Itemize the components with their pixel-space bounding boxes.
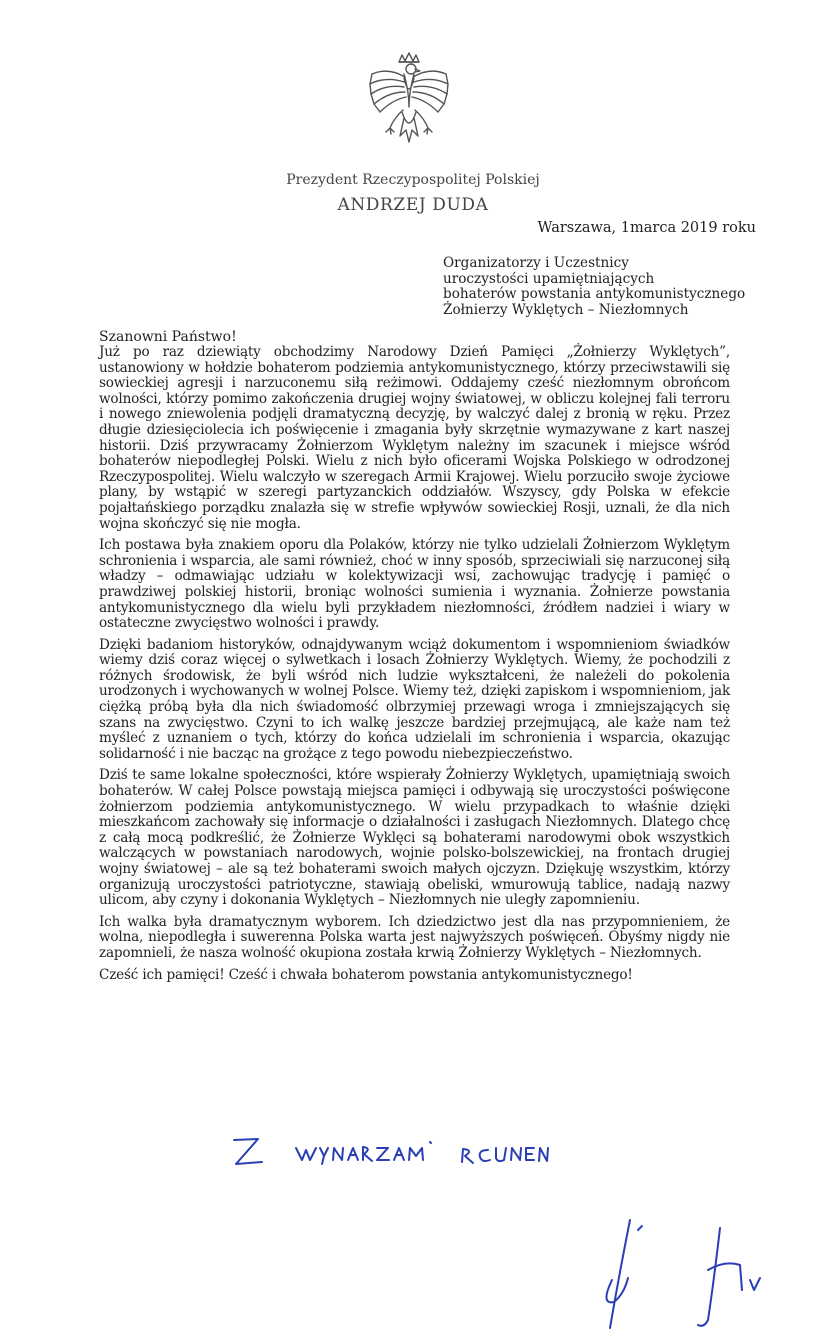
letter-body — [99, 345, 730, 989]
body-paragraph: Już po raz dziewiąty obchodzimy Narodowy Dzień Pamięci „Żołnierzy Wyklętych”, ustanowiony w hołdzie bohaterom podziemia antykomunistycznego, którzy przeciwstawili się sowieckiej agresji i narzuconemu siłą reżimowi. Oddajemy cześć niezłomnym obrońcom wolności, którzy pomimo zakończenia drugiej wojny światowej, w obliczu kolejnej fali terroru i nowego zniewolenia podjęli dramatyczną decyzję, by walczyć dalej z bronią w ręku. Przez długie dziesięciolecia ich poświęcenie i zmagania były skrzętnie wymazywane z kart naszej historii. Dziś przywracamy Żołnierzom Wyklętym należny im szacunek i miejsce wśród bohaterów niepodległej Polski. Wielu z nich było oficerami Wojska Polskiego w odrodzonej Rzeczypospolitej. Wielu walczyło w szeregach Armii Krajowej. Wielu porzuciło swoje życiowe plany, by wstąpić w szeregi partyzanckich oddziałów. Wszyscy, gdy Polska w efekcie pojałtańskiego porządku znalazła się w strefie wpływów sowieckiej Rosji, uznali, że dla nich wojna skończyć się nie mogła. — [99, 344, 730, 532]
body-paragraph: Ich postawa była znakiem oporu dla Polaków, którzy nie tylko udzielali Żołnierzom Wyklętym schronienia i wsparcia, ale sami również, choć w inny sposób, sprzeciwiali się narzuconej siłą władzy – odmawiając udziału w kolektywizacji wsi, zachowując tradycję i pamięć o prawdziwej polskiej historii, broniąc wolności sumienia i wyznania. Żołnierze powstania antykomunistycznego dla wielu byli przykładem niezłomności, źródłem nadziei i wiary w ostateczne zwycięstwo wolności i prawdy. — [99, 537, 730, 632]
white-eagle-emblem — [366, 52, 452, 162]
closing-line: Cześć ich pamięci! Cześć i chwała bohaterom powstania antykomunistycznego! — [99, 966, 633, 983]
signature — [590, 1210, 780, 1330]
body-paragraph: Dzięki badaniom historyków, odnajdywanym wciąż dokumentom i wspomnieniom świadków wiemy dziś coraz więcej o sylwetkach i losach Żołnierzy Wyklętych. Wiemy, że pochodzili z różnych środowisk, że byli wśród nich ludzie wykształceni, że należeli do pokolenia urodzonych i wychowanych w wolnej Polsce. Wiemy też, dzięki zapiskom i wspomnieniom, jak ciężką próbą była dla nich świadomość olbrzymiej przewagi wroga i zmniejszających się szans na zwycięstwo. Czyni to ich walkę jeszcze bardziej przejmującą, ale każe nam też myśleć z uznaniem o tych, którzy do końca udzielali im schronienia i wsparcia, okazując solidarność i nie bacząc na grożące z tego powodu niebezpieczeństwo. — [99, 636, 730, 762]
header-title: Prezydent Rzeczypospolitej Polskiej — [286, 172, 540, 188]
body-paragraph: Ich walka była dramatycznym wyborem. Ich dziedzictwo jest dla nas przypomnieniem, że wolna, niepodległa i suwerenna Polska warta jest najwyższych poświęceń. Obyśmy nigdy nie zapomnieli, że nasza wolność okupiona została krwią Żołnierzy Wyklętych – Niezłomnych. — [99, 913, 730, 961]
recipient-line: Organizatorzy i Uczestnicy — [443, 255, 629, 271]
body-paragraph: Dziś te same lokalne społeczności, które wspierały Żołnierzy Wyklętych, upamiętniają swoich bohaterów. W całej Polsce powstają miejsca pamięci i odbywają się uroczystości poświęcone żołnierzom podziemia antykomunistycznego. W wielu przypadkach to właśnie dzięki mieszkańcom zachowały się informacje o działalności i zasługach Niezłomnych. Dlatego chcę z całą mocą podkreślić, że Żołnierze Wyklęci są bohaterami narodowymi obok wszystkich walczących w powstaniach narodowych, wojnie polsko-bolszewickiej, na frontach drugiej wojny światowej – ale są też bohaterami swoich małych ojczyzn. Dziękuję wszystkim, którzy organizują uroczystości patriotyczne, stawiają obeliski, wmurowują tablice, nadają nazwy ulicom, aby czyny i dokonania Wyklętych – Niezłomnych nie uległy zapomnieniu. — [99, 767, 730, 909]
recipient-line: uroczystości upamiętniających — [443, 270, 655, 287]
recipient-block — [443, 256, 773, 318]
date-line: Warszawa, 1marca 2019 roku — [537, 220, 756, 236]
handwritten-greeting — [230, 1130, 570, 1180]
salutation: Szanowni Państwo! — [99, 329, 237, 345]
recipient-line: Żołnierzy Wyklętych – Niezłomnych — [443, 301, 689, 318]
header-name: ANDRZEJ DUDA — [337, 195, 489, 215]
recipient-line: bohaterów powstania antykomunistycznego — [443, 286, 746, 302]
